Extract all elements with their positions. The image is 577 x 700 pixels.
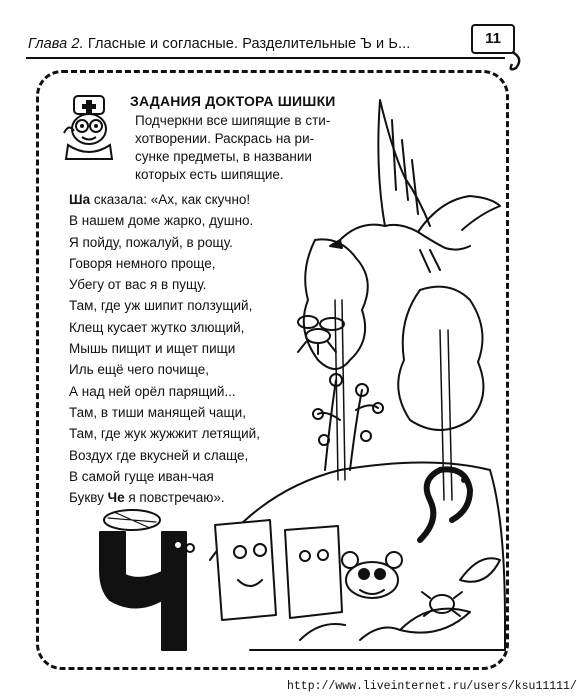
letter-che-icon	[100, 510, 194, 650]
watermark-url: http://www.liveinternet.ru/users/ksu11111/	[287, 680, 577, 693]
poem-line: Иль ещё чего почище,	[69, 362, 209, 378]
poem-line: Мышь пищит и ищет пищи	[69, 341, 236, 357]
poem-line: Воздух где вкусней и слаще,	[69, 447, 249, 463]
poem-line: Клещ кусает жутко злющий,	[69, 319, 245, 335]
page-number: 11	[471, 24, 515, 54]
poem-line: В нашем доме жарко, душно.	[69, 213, 254, 229]
poem-line: А над ней орёл парящий...	[69, 383, 236, 399]
letter-sha-icon	[215, 520, 276, 620]
poem-line-text: сказала: «Ах, как скучно!	[90, 192, 251, 207]
letter-shcha-icon	[285, 526, 342, 618]
poem-line: Я пойду, пожалуй, в рощу.	[69, 234, 233, 250]
task-line: которых есть шипящие.	[135, 167, 284, 182]
task-line: сунке предметы, в названии	[135, 149, 312, 164]
poem-line: Убегу от вас я в пущу.	[69, 277, 207, 293]
poem-line: Там, где жук жужжит летящий,	[69, 426, 260, 442]
poem-bold-che: Че	[107, 490, 125, 506]
poem-line: Там, где уж шипит ползущий,	[69, 298, 253, 314]
poem-line: Там, в тиши манящей чащи,	[69, 404, 246, 420]
mouse-icon	[342, 552, 402, 598]
eagle-icon	[330, 100, 500, 272]
poem-line-text: Букву	[69, 490, 108, 506]
chapter-title: Гласные и согласные. Разделительные Ъ и Ь...	[87, 36, 411, 52]
task-line: хотворении. Раскрась на ри-	[135, 131, 315, 146]
snake-icon	[420, 469, 470, 540]
poem-line: В самой гуще иван-чая	[69, 468, 214, 484]
poem-line: Говоря немного проще,	[69, 255, 216, 271]
poem-line-text: я повстречаю».	[124, 490, 225, 506]
task-line: Подчеркни все шипящие в сти-	[135, 113, 331, 128]
task-title: ЗАДАНИЯ ДОКТОРА ШИШКИ	[130, 93, 336, 109]
chapter-label: Глава 2.	[28, 36, 84, 52]
poem-bold-sha: Ша	[69, 192, 91, 207]
